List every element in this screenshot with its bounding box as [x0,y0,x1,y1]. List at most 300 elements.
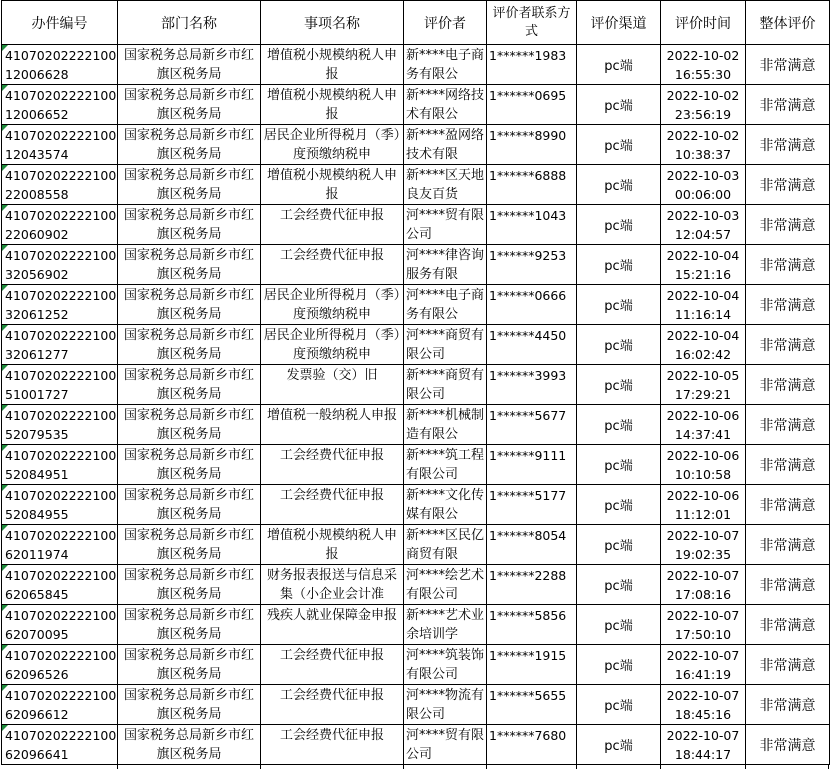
overall-eval-cell[interactable] [746,245,830,285]
rater-contact-cell[interactable] [487,605,577,645]
channel-cell[interactable] [577,445,661,485]
text-number-indicator-icon [2,725,8,731]
overall-eval-cell-text: 非常满意 [759,537,816,554]
item-name-cell-text: 工会经费代征申报 [279,687,384,703]
channel-cell[interactable] [577,45,661,85]
rater-cell[interactable] [404,725,487,765]
table-row [2,525,830,565]
rater-cell-text: 新****商贸有限公司 [406,367,485,402]
table-row [2,125,830,165]
rater-cell-text: 新****区民亿商贸有限 [406,527,485,562]
overall-eval-cell[interactable] [746,405,830,445]
case-id-cell[interactable] [2,205,118,245]
department-cell-text: 国家税务总局新乡市红旗区税务局 [123,47,254,82]
department-cell[interactable] [118,45,261,85]
channel-cell-text: pc端 [604,659,633,674]
rater-cell[interactable] [404,445,487,485]
eval-time-cell[interactable] [661,85,746,125]
text-number-indicator-icon [2,525,8,531]
rater-cell[interactable] [404,565,487,605]
department-cell-text: 国家税务总局新乡市红旗区税务局 [123,447,254,482]
overall-eval-cell[interactable] [746,45,830,85]
department-cell-text: 国家税务总局新乡市红旗区税务局 [123,127,254,162]
rater-contact-cell-text: 1******8054 [489,527,567,543]
case-id-cell[interactable] [2,285,118,325]
overall-eval-cell[interactable] [746,285,830,325]
overall-eval-cell[interactable] [746,485,830,525]
text-number-indicator-icon [2,125,8,131]
rater-cell-text: 新****区天地良友百货 [406,167,485,202]
case-id-cell[interactable] [2,485,118,525]
channel-cell-text: pc端 [604,459,633,474]
rater-contact-cell[interactable] [487,205,577,245]
department-cell-text: 国家税务总局新乡市红旗区税务局 [123,407,254,442]
table-row [2,445,830,485]
case-id-cell-text: 4107020222210062096641 [5,727,117,762]
header-channel[interactable]: 评价渠道 [577,1,661,45]
overall-eval-cell-text: 非常满意 [759,57,816,74]
item-name-cell[interactable] [261,605,404,645]
rater-contact-cell[interactable] [487,645,577,685]
table-row [2,45,830,85]
item-name-cell-text: 增值税小规模纳税人申报 [266,527,397,562]
overall-eval-cell-text: 非常满意 [759,97,816,114]
eval-time-cell-text: 2022-10-07 19:02:35 [666,527,740,562]
rater-contact-cell[interactable] [487,685,577,725]
rater-contact-cell-text: 1******6888 [489,167,567,183]
text-number-indicator-icon [2,565,8,571]
overall-eval-cell[interactable] [746,165,830,205]
header-rater[interactable]: 评价者 [404,1,487,45]
department-cell-text: 国家税务总局新乡市红旗区税务局 [123,167,254,202]
channel-cell[interactable] [577,725,661,765]
eval-time-cell[interactable] [661,445,746,485]
case-id-cell[interactable] [2,645,118,685]
channel-cell[interactable] [577,405,661,445]
department-cell[interactable] [118,405,261,445]
item-name-cell[interactable] [261,685,404,725]
rater-contact-cell-text: 1******0666 [489,287,567,303]
overall-eval-cell-text: 非常满意 [759,457,816,474]
channel-cell-text: pc端 [604,579,633,594]
eval-time-cell-text: 2022-10-02 23:56:19 [666,87,740,122]
eval-time-cell[interactable] [661,565,746,605]
department-cell[interactable] [118,525,261,565]
channel-cell-text: pc端 [604,139,633,154]
case-id-cell-text: 4107020222210032056902 [5,247,117,282]
eval-time-cell[interactable] [661,165,746,205]
department-cell-text: 国家税务总局新乡市红旗区税务局 [123,687,254,722]
item-name-cell-text: 增值税小规模纳税人申报 [266,87,397,122]
item-name-cell-text: 发票验（交）旧 [286,367,378,383]
overall-eval-cell[interactable] [746,205,830,245]
department-cell-text: 国家税务总局新乡市红旗区税务局 [123,727,254,762]
rater-contact-cell[interactable] [487,285,577,325]
case-id-cell[interactable] [2,45,118,85]
rater-cell[interactable] [404,325,487,365]
header-case-id[interactable]: 办件编号 [2,1,118,45]
item-name-cell[interactable] [261,205,404,245]
eval-time-cell-text: 2022-10-04 16:02:42 [666,327,740,362]
department-cell-text: 国家税务总局新乡市红旗区税务局 [123,487,254,522]
overall-eval-cell[interactable] [746,565,830,605]
table-row [2,165,830,205]
case-id-cell[interactable] [2,365,118,405]
department-cell[interactable] [118,485,261,525]
eval-time-cell[interactable] [661,725,746,765]
eval-time-cell-text: 2022-10-06 11:12:01 [666,487,740,522]
channel-cell-text: pc端 [604,259,633,274]
rater-contact-cell-text: 1******5856 [489,607,567,623]
rater-cell[interactable] [404,245,487,285]
table-row [2,605,830,645]
overall-eval-cell[interactable] [746,125,830,165]
eval-time-cell-text: 2022-10-02 16:55:30 [666,47,740,82]
rater-cell-text: 新****机械制造有限公 [406,407,485,442]
case-id-cell[interactable] [2,565,118,605]
channel-cell[interactable] [577,565,661,605]
rater-contact-cell[interactable] [487,565,577,605]
rater-contact-cell[interactable] [487,725,577,765]
channel-cell-text: pc端 [604,179,633,194]
department-cell[interactable] [118,125,261,165]
rater-contact-cell-text: 1******5655 [489,687,567,703]
rater-contact-cell-text: 1******1915 [489,647,567,663]
channel-cell-text: pc端 [604,699,633,714]
case-id-cell-text: 4107020222210062011974 [5,527,117,562]
rater-contact-cell[interactable] [487,245,577,285]
channel-cell-text: pc端 [604,739,633,754]
overall-eval-cell[interactable] [746,725,830,765]
eval-time-cell[interactable] [661,205,746,245]
rater-contact-cell[interactable] [487,85,577,125]
case-id-cell[interactable] [2,525,118,565]
channel-cell[interactable] [577,125,661,165]
eval-time-cell[interactable] [661,245,746,285]
channel-cell[interactable] [577,645,661,685]
channel-cell-text: pc端 [604,299,633,314]
case-id-cell-text: 4107020222210062070095 [5,607,117,642]
channel-cell[interactable] [577,525,661,565]
table-row [2,325,830,365]
table-row [2,205,830,245]
eval-time-cell[interactable] [661,45,746,85]
department-cell[interactable] [118,165,261,205]
overall-eval-cell-text: 非常满意 [759,497,816,514]
department-cell-text: 国家税务总局新乡市红旗区税务局 [123,207,254,242]
text-number-indicator-icon [2,645,8,651]
channel-cell-text: pc端 [604,339,633,354]
case-id-cell[interactable] [2,605,118,645]
rater-cell[interactable] [404,405,487,445]
overall-eval-cell-text: 非常满意 [759,257,816,274]
item-name-cell-text: 居民企业所得税月（季）度预缴纳税申 [263,327,401,362]
department-cell-text: 国家税务总局新乡市红旗区税务局 [123,87,254,122]
channel-cell[interactable] [577,245,661,285]
rater-cell[interactable] [404,365,487,405]
rater-contact-cell-text: 1******7680 [489,727,567,743]
department-cell[interactable] [118,725,261,765]
text-number-indicator-icon [2,245,8,251]
channel-cell[interactable] [577,165,661,205]
text-number-indicator-icon [2,405,8,411]
item-name-cell[interactable] [261,725,404,765]
channel-cell-text: pc端 [604,419,633,434]
rater-contact-cell[interactable] [487,445,577,485]
case-id-cell-text: 4107020222210062096526 [5,647,117,682]
case-id-cell[interactable] [2,125,118,165]
rater-cell[interactable] [404,485,487,525]
department-cell[interactable] [118,85,261,125]
department-cell[interactable] [118,365,261,405]
rater-contact-cell-text: 1******4450 [489,327,567,343]
case-id-cell-text: 4107020222210032061252 [5,287,117,322]
overall-eval-cell-text: 非常满意 [759,617,816,634]
department-cell[interactable] [118,245,261,285]
header-item-name[interactable]: 事项名称 [261,1,404,45]
overall-eval-cell-text: 非常满意 [759,297,816,314]
rater-cell[interactable] [404,685,487,725]
department-cell[interactable] [118,605,261,645]
rater-cell-text: 新****盈网络技术有限 [406,127,485,162]
eval-time-cell-text: 2022-10-07 17:08:16 [666,567,740,602]
text-number-indicator-icon [2,85,8,91]
text-number-indicator-icon [2,485,8,491]
text-number-indicator-icon [2,45,8,51]
next-row-partial [1,764,829,769]
case-id-cell-text: 4107020222210012006628 [5,47,117,82]
rater-contact-cell[interactable] [487,325,577,365]
rater-cell[interactable] [404,165,487,205]
eval-time-cell[interactable] [661,405,746,445]
header-rater-contact[interactable]: 评价者联系方式 [487,1,577,45]
item-name-cell-text: 增值税小规模纳税人申报 [266,47,397,82]
department-cell[interactable] [118,325,261,365]
rater-cell-text: 新****文化传媒有限公 [406,487,485,522]
eval-time-cell[interactable] [661,285,746,325]
eval-time-cell-text: 2022-10-06 14:37:41 [666,407,740,442]
channel-cell[interactable] [577,365,661,405]
rater-cell[interactable] [404,125,487,165]
eval-time-cell-text: 2022-10-03 12:04:57 [666,207,740,242]
overall-eval-cell-text: 非常满意 [759,217,816,234]
overall-eval-cell[interactable] [746,445,830,485]
item-name-cell-text: 财务报表报送与信息采集（小企业会计准 [266,567,397,602]
item-name-cell-text: 工会经费代征申报 [279,207,384,223]
rater-contact-cell[interactable] [487,525,577,565]
rater-cell-text: 河****贸有限公司 [406,727,485,762]
department-cell[interactable] [118,285,261,325]
rater-contact-cell-text: 1******0695 [489,87,567,103]
text-number-indicator-icon [2,285,8,291]
rater-contact-cell[interactable] [487,45,577,85]
rater-cell[interactable] [404,45,487,85]
department-cell-text: 国家税务总局新乡市红旗区税务局 [123,647,254,682]
department-cell[interactable] [118,685,261,725]
department-cell[interactable] [118,205,261,245]
eval-time-cell[interactable] [661,325,746,365]
eval-time-cell[interactable] [661,485,746,525]
channel-cell[interactable] [577,205,661,245]
overall-eval-cell-text: 非常满意 [759,417,816,434]
rater-cell-text: 河****律咨询服务有限 [406,247,485,282]
eval-time-cell-text: 2022-10-02 10:38:37 [666,127,740,162]
item-name-cell-text: 工会经费代征申报 [279,647,384,663]
overall-eval-cell-text: 非常满意 [759,137,816,154]
header-department[interactable]: 部门名称 [118,1,261,45]
table-row [2,85,830,125]
overall-eval-cell-text: 非常满意 [759,697,816,714]
item-name-cell[interactable] [261,405,404,445]
rater-cell[interactable] [404,525,487,565]
rater-contact-cell[interactable] [487,365,577,405]
rater-cell[interactable] [404,205,487,245]
item-name-cell[interactable] [261,165,404,205]
rater-contact-cell[interactable] [487,405,577,445]
case-id-cell[interactable] [2,725,118,765]
rater-contact-cell[interactable] [487,485,577,525]
rater-contact-cell[interactable] [487,125,577,165]
overall-eval-cell-text: 非常满意 [759,657,816,674]
rater-cell-text: 新****电子商务有限公 [406,47,485,82]
item-name-cell[interactable] [261,525,404,565]
item-name-cell[interactable] [261,45,404,85]
department-cell[interactable] [118,645,261,685]
eval-time-cell[interactable] [661,125,746,165]
eval-time-cell-text: 2022-10-04 15:21:16 [666,247,740,282]
case-id-cell-text: 4107020222210062065845 [5,567,117,602]
eval-time-cell[interactable] [661,605,746,645]
item-name-cell[interactable] [261,285,404,325]
case-id-cell[interactable] [2,685,118,725]
rater-contact-cell-text: 1******3993 [489,367,567,383]
case-id-cell[interactable] [2,325,118,365]
case-id-cell[interactable] [2,85,118,125]
item-name-cell-text: 工会经费代征申报 [279,247,384,263]
item-name-cell[interactable] [261,565,404,605]
rater-cell-text: 河****绘艺术有限公司 [406,567,485,602]
table-row [2,405,830,445]
rater-cell[interactable] [404,285,487,325]
rater-contact-cell-text: 1******1043 [489,207,567,223]
overall-eval-cell[interactable] [746,605,830,645]
eval-time-cell-text: 2022-10-07 17:50:10 [666,607,740,642]
channel-cell-text: pc端 [604,379,633,394]
item-name-cell[interactable] [261,325,404,365]
eval-time-cell-text: 2022-10-06 10:10:58 [666,447,740,482]
channel-cell[interactable] [577,685,661,725]
case-id-cell-text: 4107020222210052084951 [5,447,117,482]
item-name-cell[interactable] [261,85,404,125]
rater-cell[interactable] [404,85,487,125]
rater-contact-cell[interactable] [487,165,577,205]
rater-contact-cell-text: 1******9111 [489,447,567,463]
channel-cell[interactable] [577,325,661,365]
rater-cell[interactable] [404,605,487,645]
text-number-indicator-icon [2,365,8,371]
item-name-cell[interactable] [261,645,404,685]
department-cell-text: 国家税务总局新乡市红旗区税务局 [123,607,254,642]
case-id-cell-text: 4107020222210022008558 [5,167,117,202]
eval-time-cell[interactable] [661,365,746,405]
case-id-cell-text: 4107020222210022060902 [5,207,117,242]
eval-time-cell-text: 2022-10-03 00:06:00 [666,167,740,202]
channel-cell[interactable] [577,605,661,645]
overall-eval-cell[interactable] [746,365,830,405]
department-cell-text: 国家税务总局新乡市红旗区税务局 [123,287,254,322]
eval-time-cell[interactable] [661,525,746,565]
table-row [2,365,830,405]
department-cell-text: 国家税务总局新乡市红旗区税务局 [123,567,254,602]
eval-time-cell[interactable] [661,685,746,725]
item-name-cell[interactable] [261,125,404,165]
case-id-cell[interactable] [2,445,118,485]
case-id-cell[interactable] [2,245,118,285]
case-id-cell[interactable] [2,165,118,205]
text-number-indicator-icon [2,165,8,171]
text-number-indicator-icon [2,445,8,451]
department-cell[interactable] [118,565,261,605]
header-overall-eval[interactable]: 整体评价 [746,1,830,45]
text-number-indicator-icon [2,605,8,611]
header-row [2,1,830,45]
channel-cell-text: pc端 [604,499,633,514]
overall-eval-cell[interactable] [746,645,830,685]
item-name-cell-text: 残疾人就业保障金申报 [266,607,397,623]
rater-cell-text: 河****电子商务有限公 [406,287,485,322]
channel-cell[interactable] [577,85,661,125]
eval-time-cell-text: 2022-10-07 16:41:19 [666,647,740,682]
item-name-cell[interactable] [261,485,404,525]
header-eval-time[interactable]: 评价时间 [661,1,746,45]
item-name-cell[interactable] [261,365,404,405]
rater-cell-text: 新****筑工程有限公司 [406,447,485,482]
case-id-cell-text: 4107020222210012043574 [5,127,117,162]
table-row [2,285,830,325]
overall-eval-cell[interactable] [746,325,830,365]
rater-cell-text: 河****商贸有限公司 [406,327,485,362]
rater-cell-text: 新****艺术业余培训学 [406,607,485,642]
department-cell-text: 国家税务总局新乡市红旗区税务局 [123,327,254,362]
department-cell-text: 国家税务总局新乡市红旗区税务局 [123,527,254,562]
case-id-cell-text: 4107020222210052079535 [5,407,117,442]
item-name-cell-text: 居民企业所得税月（季）度预缴纳税申 [263,127,401,162]
item-name-cell-text: 工会经费代征申报 [279,487,384,503]
item-name-cell-text: 工会经费代征申报 [279,727,384,743]
case-id-cell-text: 4107020222210032061277 [5,327,117,362]
overall-eval-cell[interactable] [746,525,830,565]
table-row [2,245,830,285]
channel-cell[interactable] [577,285,661,325]
table-row [2,485,830,525]
rater-cell[interactable] [404,645,487,685]
item-name-cell[interactable] [261,245,404,285]
department-cell[interactable] [118,445,261,485]
channel-cell[interactable] [577,485,661,525]
case-id-cell-text: 4107020222210062096612 [5,687,117,722]
rater-contact-cell-text: 1******1983 [489,47,567,63]
overall-eval-cell[interactable] [746,685,830,725]
rater-contact-cell-text: 1******2288 [489,567,567,583]
item-name-cell-text: 工会经费代征申报 [279,447,384,463]
eval-time-cell[interactable] [661,645,746,685]
case-id-cell-text: 4107020222210051001727 [5,367,117,402]
eval-time-cell-text: 2022-10-07 18:44:17 [666,727,740,762]
item-name-cell-text: 增值税小规模纳税人申报 [266,167,397,202]
overall-eval-cell[interactable] [746,85,830,125]
item-name-cell[interactable] [261,445,404,485]
case-id-cell[interactable] [2,405,118,445]
